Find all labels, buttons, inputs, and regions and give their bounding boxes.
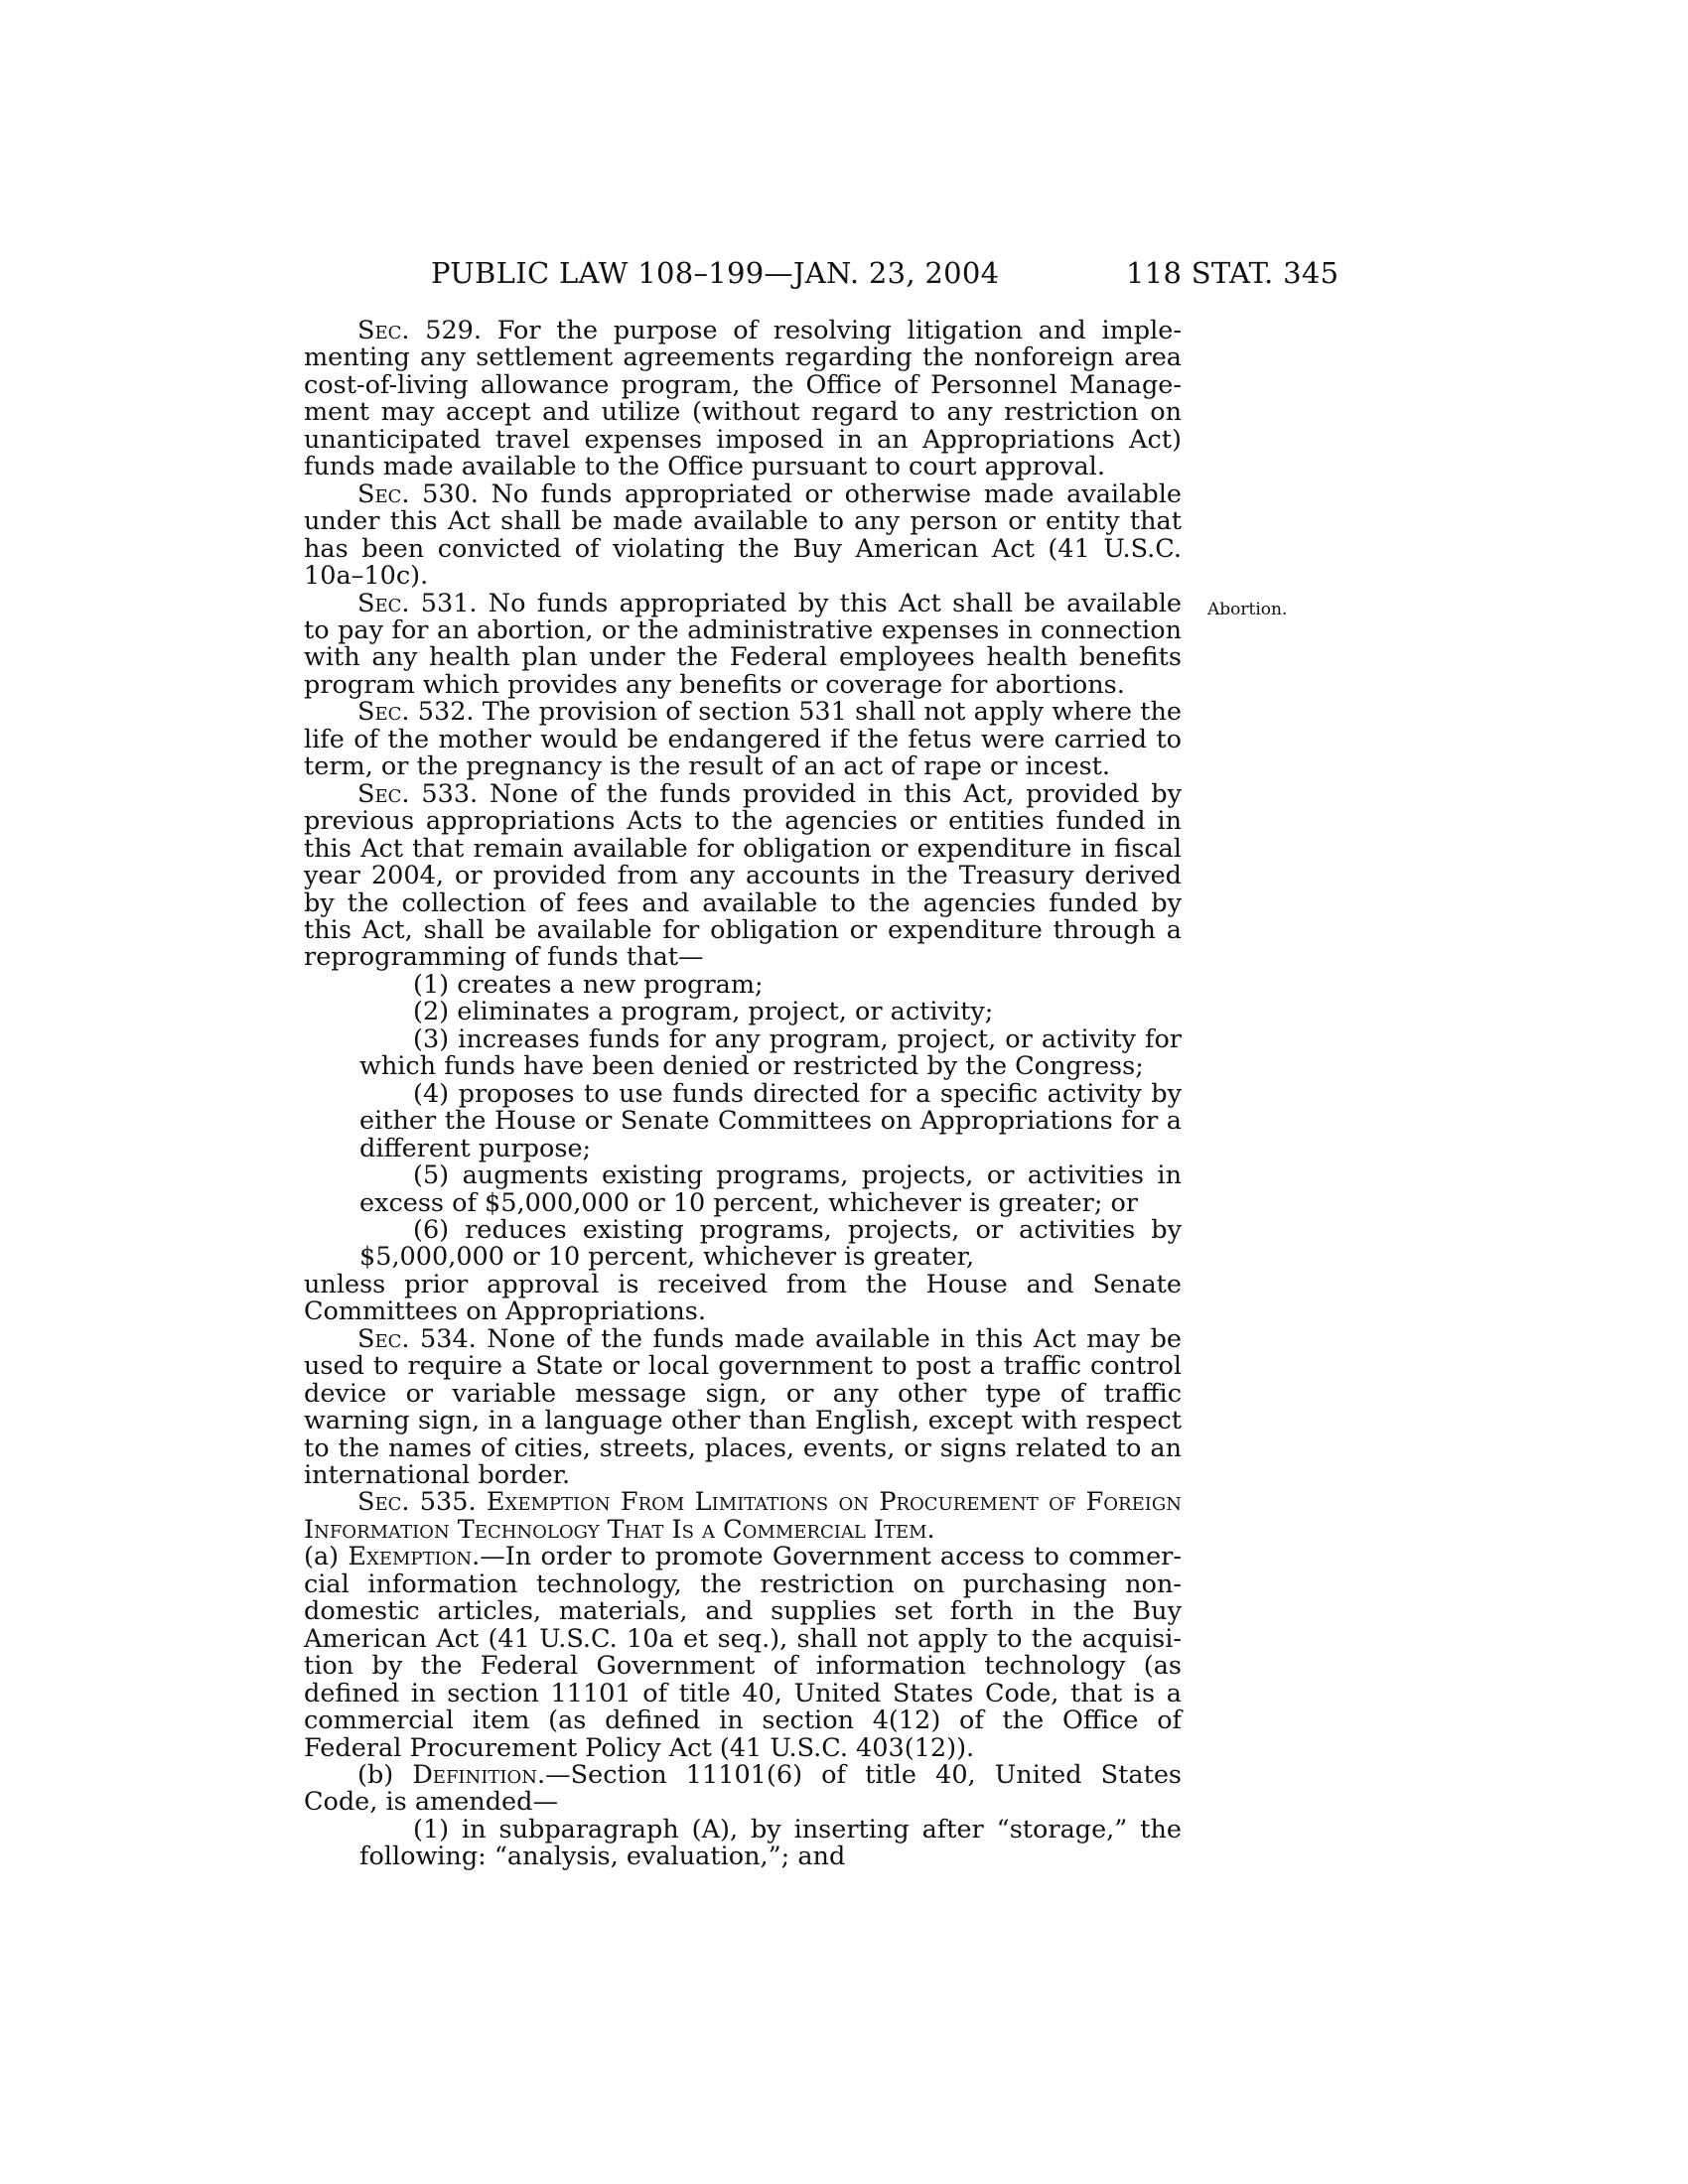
sec-label: Sec. <box>357 588 410 618</box>
sec-label: Sec. <box>357 478 410 509</box>
list-item: (1) creates a new program; <box>413 969 764 1000</box>
section-533-closing: unless prior approval is received from the House and Senate Committees on Appropriations. <box>304 1269 1182 1327</box>
section-532 <box>304 699 1182 780</box>
section-533 <box>304 778 1182 973</box>
section-529 <box>304 318 1182 481</box>
section-heading: Exemption From Limitations on Procurement of Foreign Information Technology That Is a Commercial Item. <box>304 1487 1182 1545</box>
subsection-b <box>304 1762 1182 1817</box>
list-item: (5) augments existing programs, projects, or activities in excess of $5,000,000 or 10 percent, whichever is greater; or <box>359 1160 1182 1218</box>
section-text: 532. The provision of section 531 shall not apply where the life of the mother would be endangered if the fetus were carried to term, or the pregnancy is the result of an act of rape or incest. <box>304 697 1182 782</box>
sec-label: Sec. <box>357 316 410 345</box>
sec-label: Sec. <box>357 778 410 809</box>
section-535-heading <box>304 1489 1182 1762</box>
subsection-b-heading: Definition. <box>412 1760 546 1791</box>
section-text: 534. None of the funds made available in this Act may be used to require a State or local government to post a traffic control device or variable message sign, or any other type of traffic warning sign, in a language other than English, except with respect to the names of cities, streets, places, events, or signs related to an international border. <box>304 1323 1182 1491</box>
subsection-a-prefix: (a) <box>304 1542 349 1572</box>
sec-label: Sec. <box>357 1323 410 1354</box>
header-stat-page: 118 STAT. 345 <box>1126 256 1339 290</box>
page-header <box>0 256 1688 296</box>
section-text: 531. No funds appropriated by this Act shall be available to pay for an abortion, or the administrative expenses in connection with any health plan under the Federal employees health benefits program which provides any benefits or coverage for abortions. <box>304 588 1182 700</box>
section-text: 529. For the purpose of resolving litigation and implementing any settlement agreements regarding the nonforeign area cost-of-living allowance program, the Office of Personnel Management may accept and utilize (without regard to any restriction on unanticipated travel expenses imposed in an Appropriations Act) funds made available to the Office pursuant to court approval. <box>304 316 1182 482</box>
document-body <box>304 318 1182 1871</box>
list-item: (2) eliminates a program, project, or activity; <box>413 997 994 1027</box>
section-530 <box>304 478 1182 592</box>
section-text: 530. No funds appropriated or otherwise made available under this Act shall be made available to any person or entity that has been convicted of violating the Buy American Act (41 U.S.C. 10a–10c). <box>304 478 1182 592</box>
list-item: (3) increases funds for any program, project, or activity for which funds have been denied or restricted by the Congress; <box>359 1024 1182 1082</box>
section-534 <box>304 1323 1182 1491</box>
section-531 <box>304 588 1182 700</box>
subsection-b-text: —Section 11101(6) of title 40, United States Code, is amended— <box>304 1760 1182 1818</box>
marginal-note: Abortion. <box>1207 600 1288 619</box>
list-item: (4) proposes to use funds directed for a specific activity by either the House or Senate Committees on Appropriations for a different purpose; <box>359 1078 1182 1163</box>
header-title: PUBLIC LAW 108–199—JAN. 23, 2004 <box>431 256 1000 290</box>
sec-label: Sec. <box>357 697 410 728</box>
subsection-a-heading: Exemption. <box>348 1542 481 1572</box>
subsection-b-prefix: (b) <box>357 1760 413 1791</box>
list-item: (1) in subparagraph (A), by inserting after “storage,” the following: “analysis, evaluation,”; and <box>359 1814 1182 1872</box>
list-item: (6) reduces existing programs, projects, or activities by $5,000,000 or 10 percent, whichever is greater, <box>359 1214 1182 1273</box>
subsection-a-text: —In order to promote Government access to commercial information technology, the restriction on purchasing nondomestic articles, materials, and supplies set forth in the Buy American Act (41 U.S.C. 10a et seq.), shall not apply to the acquisition by the Federal Government of information technology (as defined in section 11101 of title 40, United States Code, that is a commercial item (as defined in section 4(12) of the Office of Federal Procurement Policy Act (41 U.S.C. 403(12)). <box>304 1542 1182 1763</box>
section-text: 533. None of the funds provided in this Act, provided by previous appropriations Acts to the agencies or entities funded in this Act that remain available for obligation or expenditure in fiscal year 2004, or provided from any accounts in the Treasury derived by the collection of fees and available to the agencies funded by this Act, shall be available for obligation or expenditure through a reprogramming of funds that— <box>304 778 1182 973</box>
section-number: 535. <box>409 1487 487 1518</box>
sec-label: Sec. <box>357 1487 410 1518</box>
